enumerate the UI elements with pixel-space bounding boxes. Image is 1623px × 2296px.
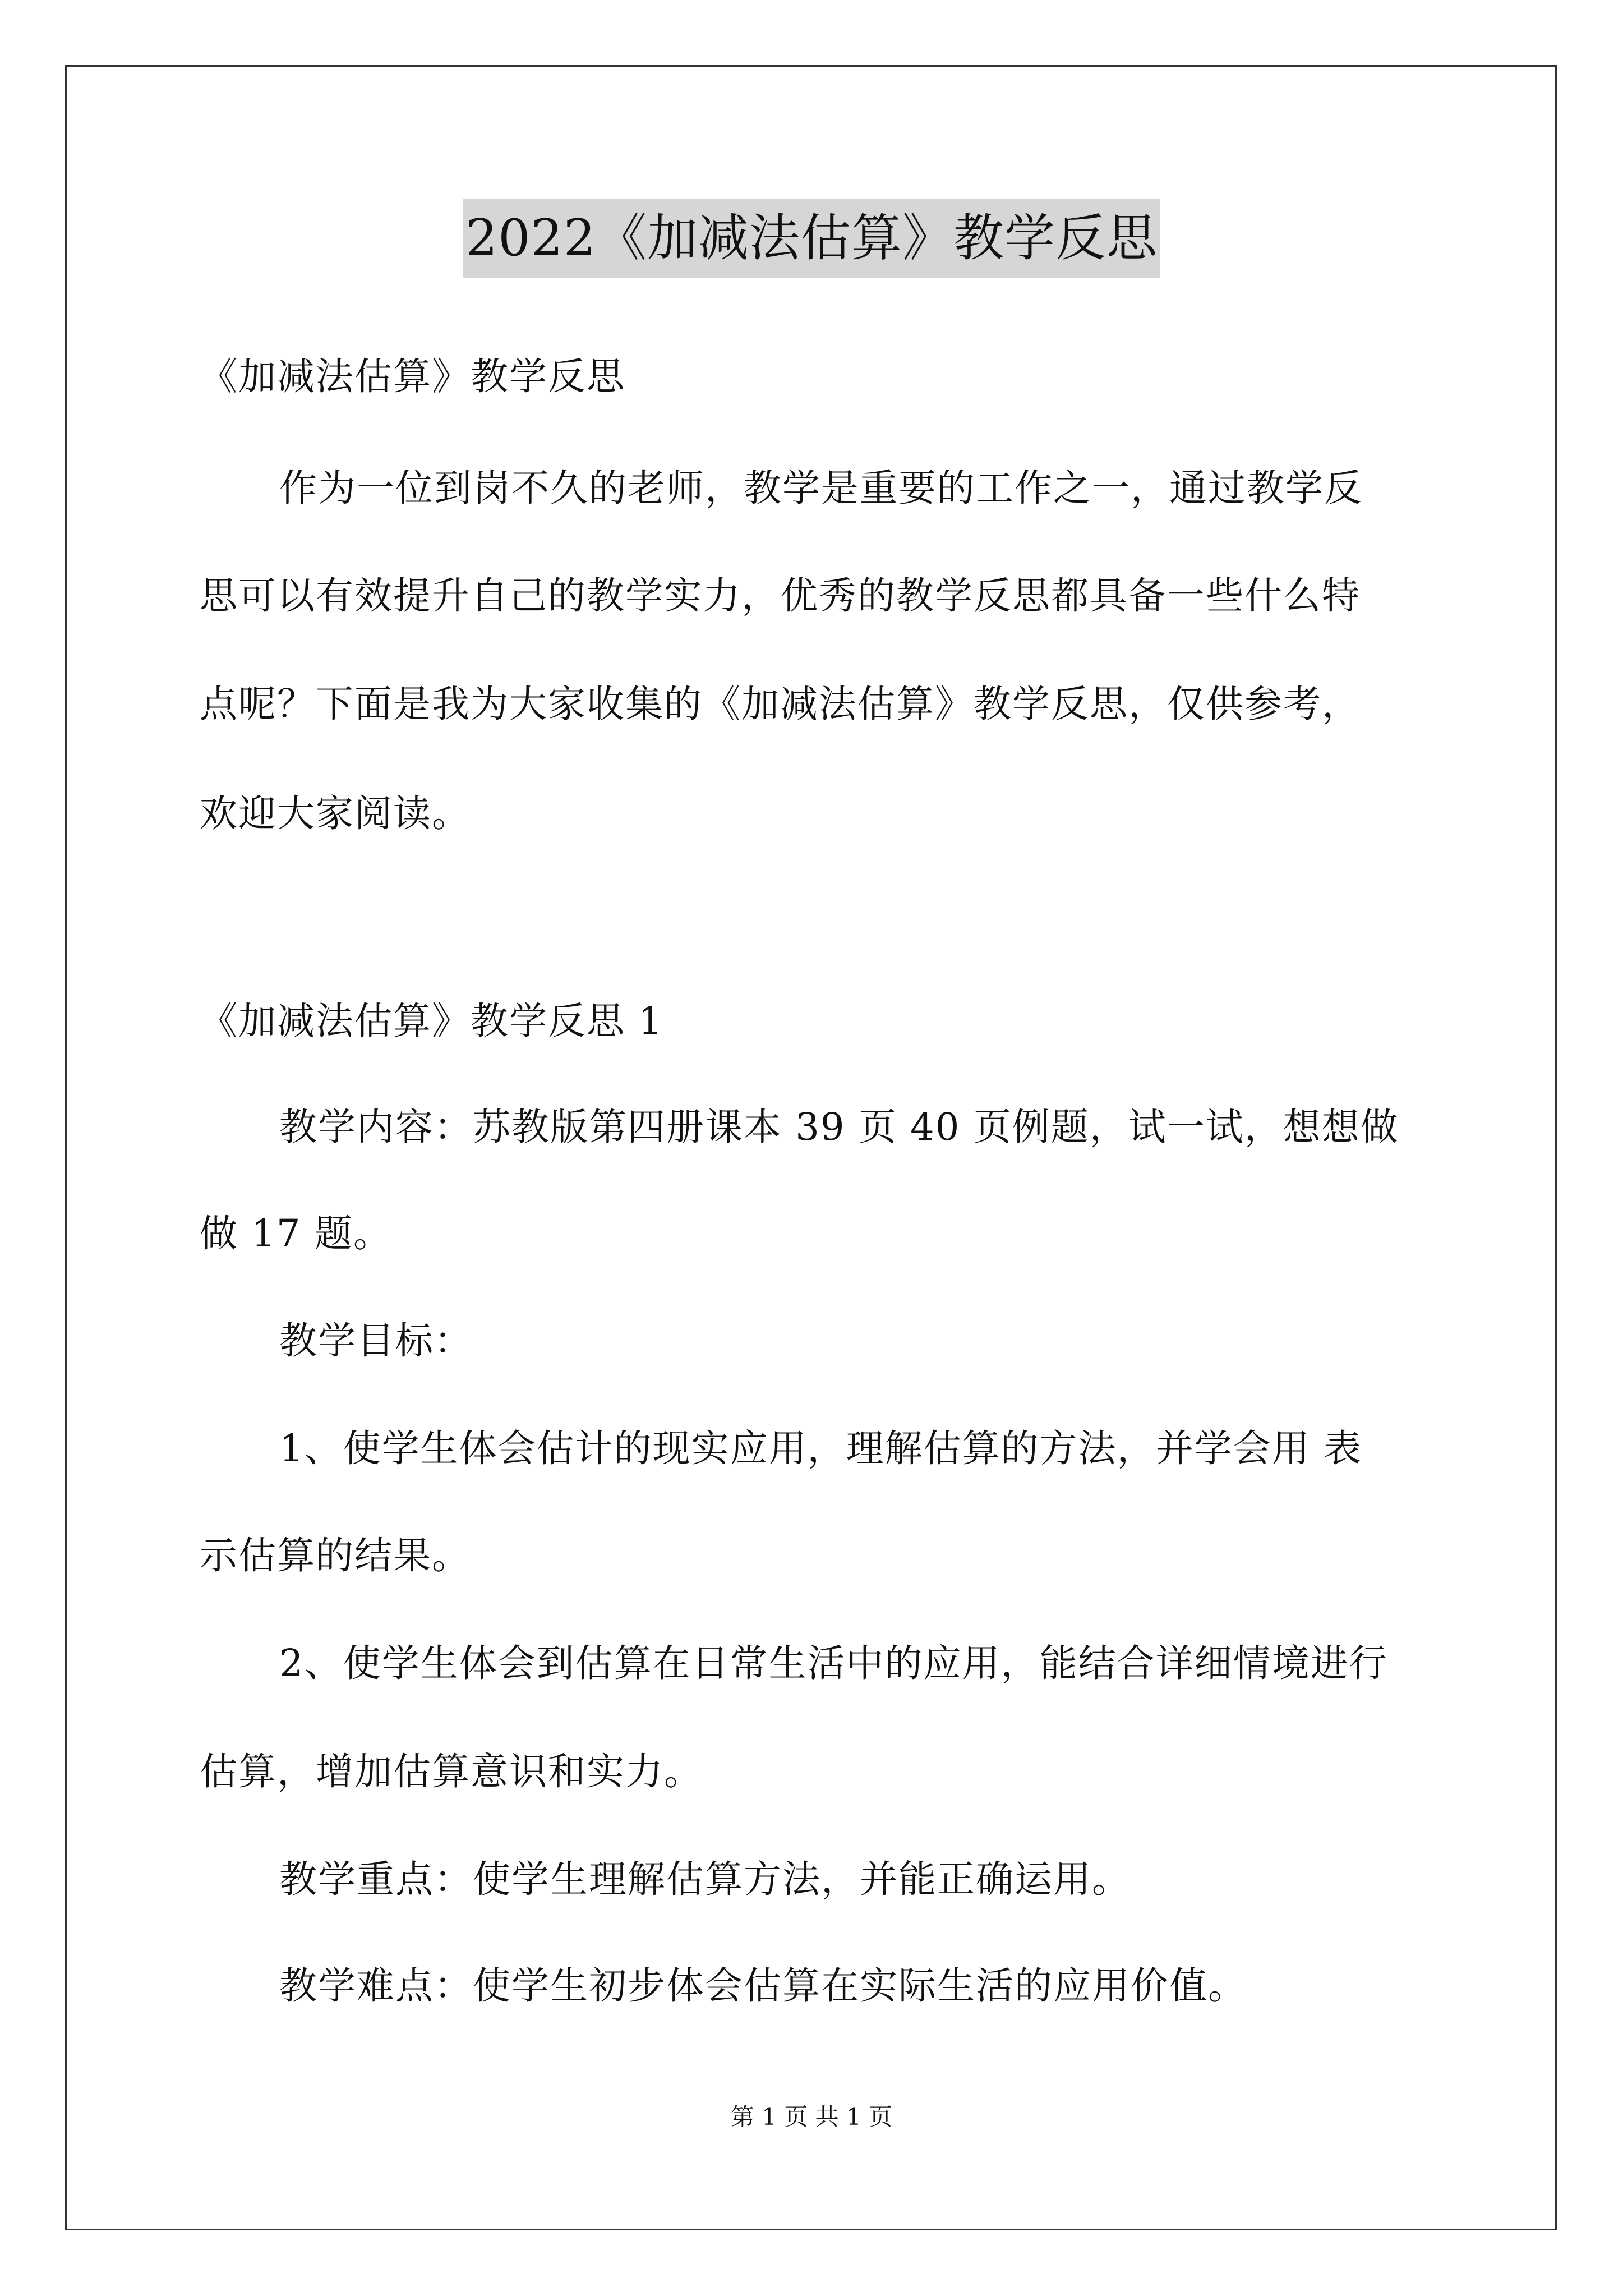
paragraph-line: 估算，增加估算意识和实力。 <box>200 1750 703 1793</box>
paragraph-line: 思可以有效提升自己的教学实力，优秀的教学反思都具备一些什么特 <box>200 574 1361 618</box>
paragraph-line: 教学难点：使学生初步体会估算在实际生活的应用价值。 <box>279 1964 1247 2008</box>
title-container <box>0 199 1623 278</box>
paragraph-line: 做 17 题。 <box>200 1212 392 1255</box>
document-title: 2022《加减法估算》教学反思 <box>463 199 1160 278</box>
paragraph-line: 点呢？下面是我为大家收集的《加减法估算》教学反思，仅供参考， <box>200 682 1361 726</box>
paragraph-line: 2、使学生体会到估算在日常生活中的应用，能结合详细情境进行 <box>279 1641 1388 1685</box>
paragraph-line: 示估算的结果。 <box>200 1534 471 1577</box>
paragraph-line: 1、使学生体会估计的现实应用，理解估算的方法，并学会用 表 <box>279 1427 1362 1470</box>
page-footer: 第 1 页 共 1 页 <box>730 2103 893 2131</box>
subtitle: 《加减法估算》教学反思 <box>200 355 625 398</box>
paragraph-line: 教学目标： <box>279 1319 473 1363</box>
section-heading: 《加减法估算》教学反思 1 <box>200 999 663 1043</box>
paragraph-line: 欢迎大家阅读。 <box>200 792 471 835</box>
paragraph-line: 教学重点：使学生理解估算方法，并能正确运用。 <box>279 1857 1131 1901</box>
paragraph-line: 教学内容：苏教版第四册课本 39 页 40 页例题，试一试，想想做 <box>279 1105 1399 1149</box>
paragraph-line: 作为一位到岗不久的老师，教学是重要的工作之一，通过教学反 <box>279 466 1363 510</box>
